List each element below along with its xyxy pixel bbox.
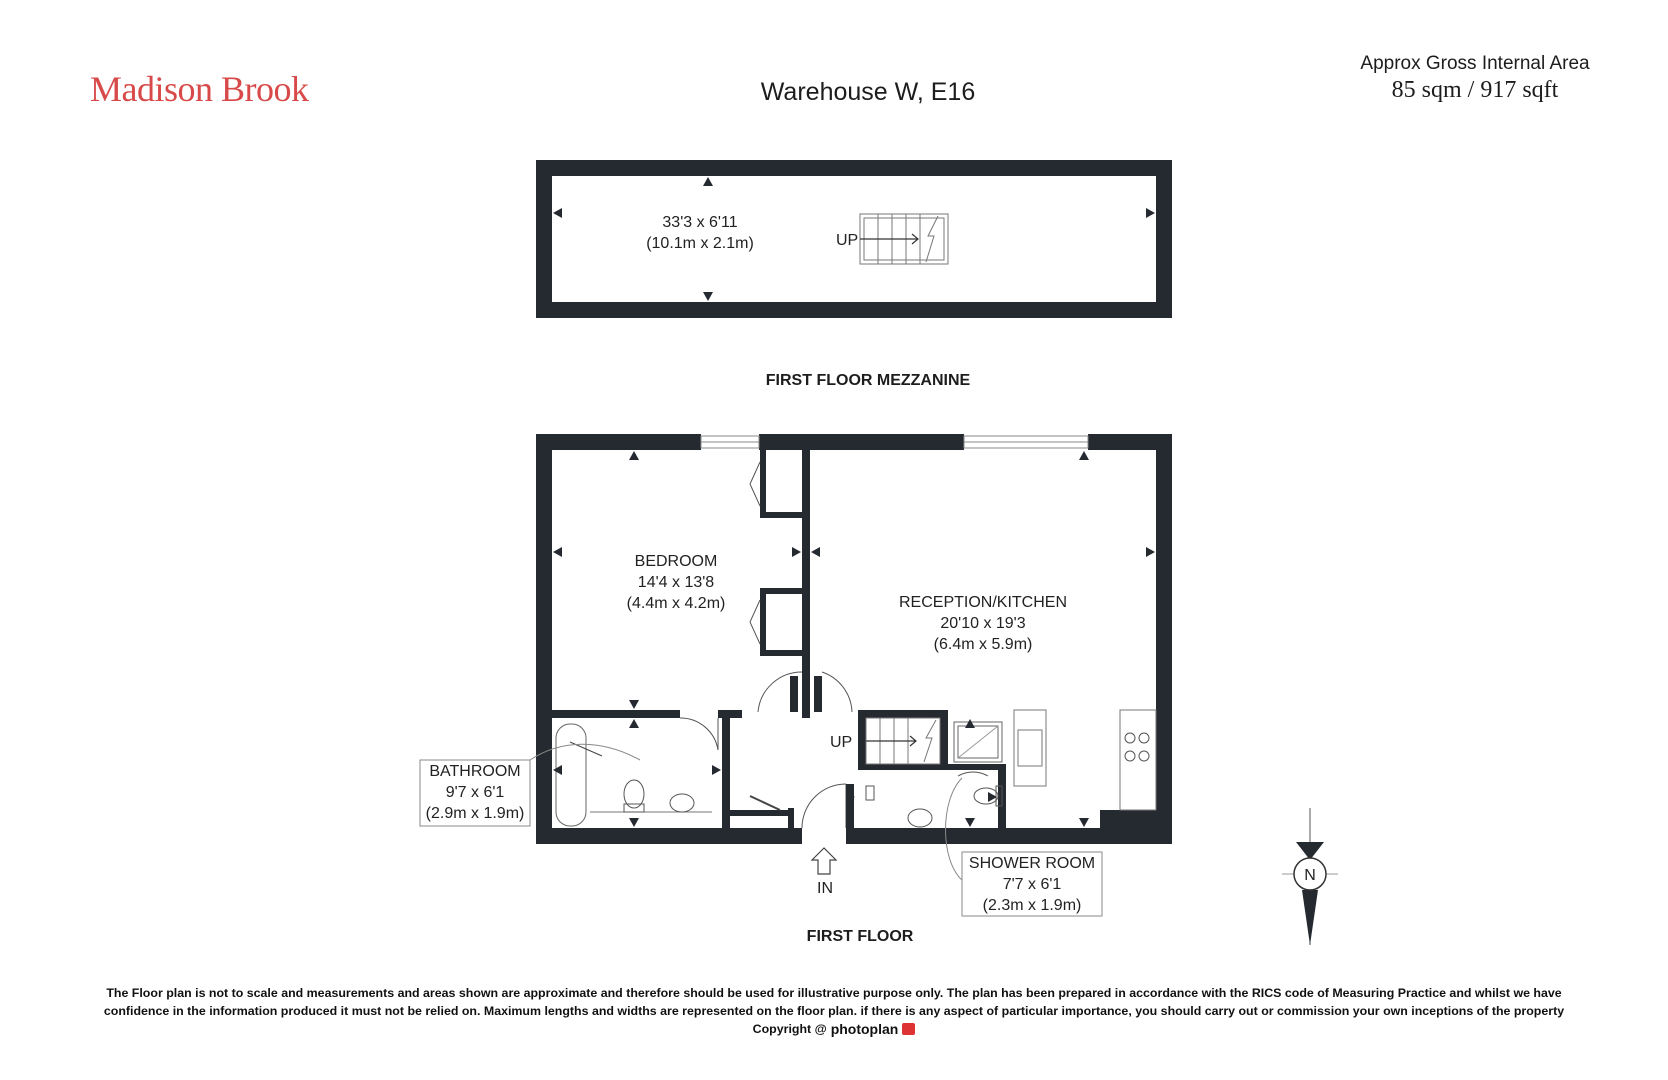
reception-name: RECEPTION/KITCHEN [898,594,1068,611]
mezzanine-floor-label: FIRST FLOOR MEZZANINE [765,372,971,389]
entrance-arrow-icon [812,848,836,874]
compass-label: N [1304,867,1316,884]
shower-room-dims-imperial: 7'7 x 6'1 [1002,876,1062,893]
mezzanine-plan [536,160,1172,389]
disclaimer-line-1: The Floor plan is not to scale and measurements and areas shown are approximate and therefore should be used for illustrative purpose only. The plan has been prepared in accordance with the RICS code of Measuring Practice and whilst we have [106,986,1562,1000]
first-floor-stairs [830,718,940,764]
disclaimer-line-2: confidence in the information produced it must not be relied on. Maximum lengths and widths are represented on the floor plan. if there is any aspect of particular importance, you should carry out or commission your own inceptions of the property [103,1004,1565,1018]
disclaimer [80,984,1588,1038]
shower-room-name: SHOWER ROOM [968,855,1096,872]
mezzanine-dims-metric: (10.1m x 2.1m) [646,235,754,252]
window [701,436,759,448]
shower-room-dims-metric: (2.3m x 1.9m) [982,897,1082,914]
bathroom-name: BATHROOM [429,763,521,780]
first-floor-plan [420,434,1172,945]
first-floor-label: FIRST FLOOR [806,928,914,945]
page-title: Warehouse W, E16 [760,78,976,106]
first-floor-stairs-label: UP [830,734,853,751]
bathroom-dims-imperial: 9'7 x 6'1 [445,784,505,801]
bathroom-dims-metric: (2.9m x 1.9m) [425,805,525,822]
reception-dims-metric: (6.4m x 5.9m) [933,636,1033,653]
window [964,436,1088,448]
mezzanine-dims-imperial: 33'3 x 6'11 [662,214,738,231]
mezzanine-stairs-label: UP [836,232,859,249]
bedroom-dims-metric: (4.4m x 4.2m) [626,595,726,612]
area-value: 85 sqm / 917 sqft [1391,76,1559,103]
copyright [753,1020,916,1038]
area-label: Approx Gross Internal Area [1360,53,1590,74]
camera-icon [902,1023,915,1035]
compass-north-icon [1282,808,1338,945]
copyright-text: Copyright @ [752,1022,827,1036]
bedroom-name: BEDROOM [634,553,718,570]
reception-dims-imperial: 20'10 x 19'3 [940,615,1026,632]
entrance-label: IN [817,880,833,897]
brand-logo: Madison Brook [90,69,309,109]
mezzanine-stairs [836,214,948,264]
bedroom-dims-imperial: 14'4 x 13'8 [637,574,715,591]
photoplan-logo: photoplan [830,1021,899,1037]
